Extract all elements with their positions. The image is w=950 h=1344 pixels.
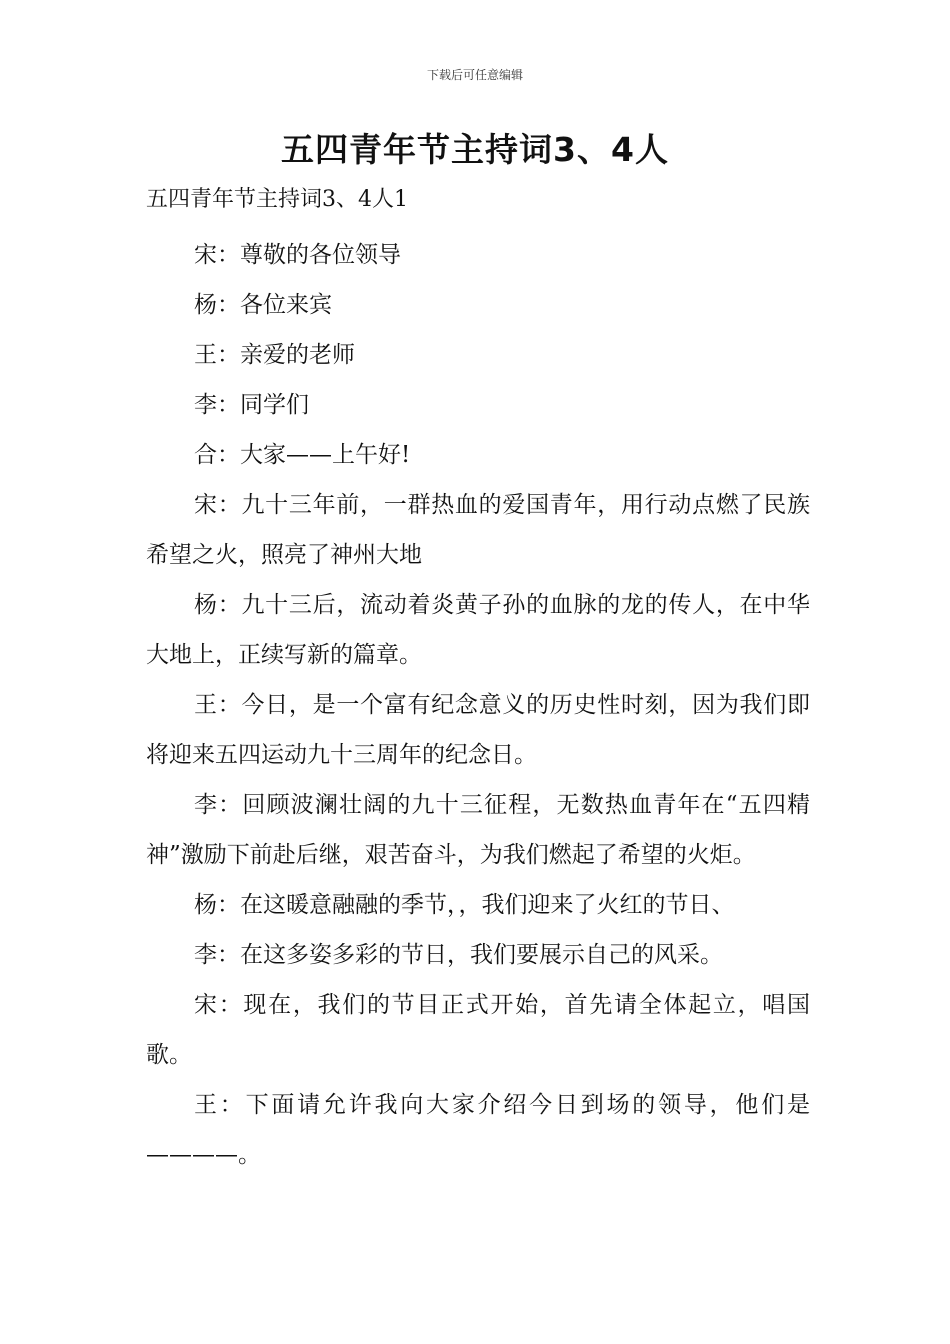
paragraph: 杨：在这暖意融融的季节，，我们迎来了火红的节日、 <box>194 892 735 918</box>
document-subtitle: 五四青年节主持词3、4人1 <box>146 187 408 212</box>
paragraph: 王：亲爱的老师 <box>194 342 355 368</box>
paragraph: 宋：九十三年前，一群热血的爱国青年，用行动点燃了民族希望之火，照亮了神州大地 <box>146 492 810 568</box>
paragraph: 王：今日，是一个富有纪念意义的历史性时刻，因为我们即将迎来五四运动九十三周年的纪念日。 <box>146 692 810 768</box>
paragraph: 杨：各位来宾 <box>194 292 332 318</box>
paragraph: 李：在这多姿多彩的节日，我们要展示自己的风采。 <box>194 942 723 968</box>
paragraph: 杨：九十三后，流动着炎黄子孙的血脉的龙的传人，在中华大地上，正续写新的篇章。 <box>146 592 810 668</box>
paragraph: 李：回顾波澜壮阔的九十三征程，无数热血青年在“五四精神”激励下前赴后继，艰苦奋斗，为我们燃起了希望的火炬。 <box>146 792 810 868</box>
paragraph: 王：下面请允许我向大家介绍今日到场的领导，他们是————。 <box>146 1092 810 1168</box>
paragraph: 宋：现在，我们的节目正式开始，首先请全体起立，唱国歌。 <box>146 992 810 1068</box>
header-note: 下载后可任意编辑 <box>426 68 523 82</box>
document-body <box>146 230 810 1180</box>
paragraph: 李：同学们 <box>194 392 309 418</box>
paragraph: 合：大家——上午好! <box>194 442 411 468</box>
document-title: 五四青年节主持词3、4人 <box>281 130 669 169</box>
paragraph: 宋：尊敬的各位领导 <box>194 242 401 268</box>
